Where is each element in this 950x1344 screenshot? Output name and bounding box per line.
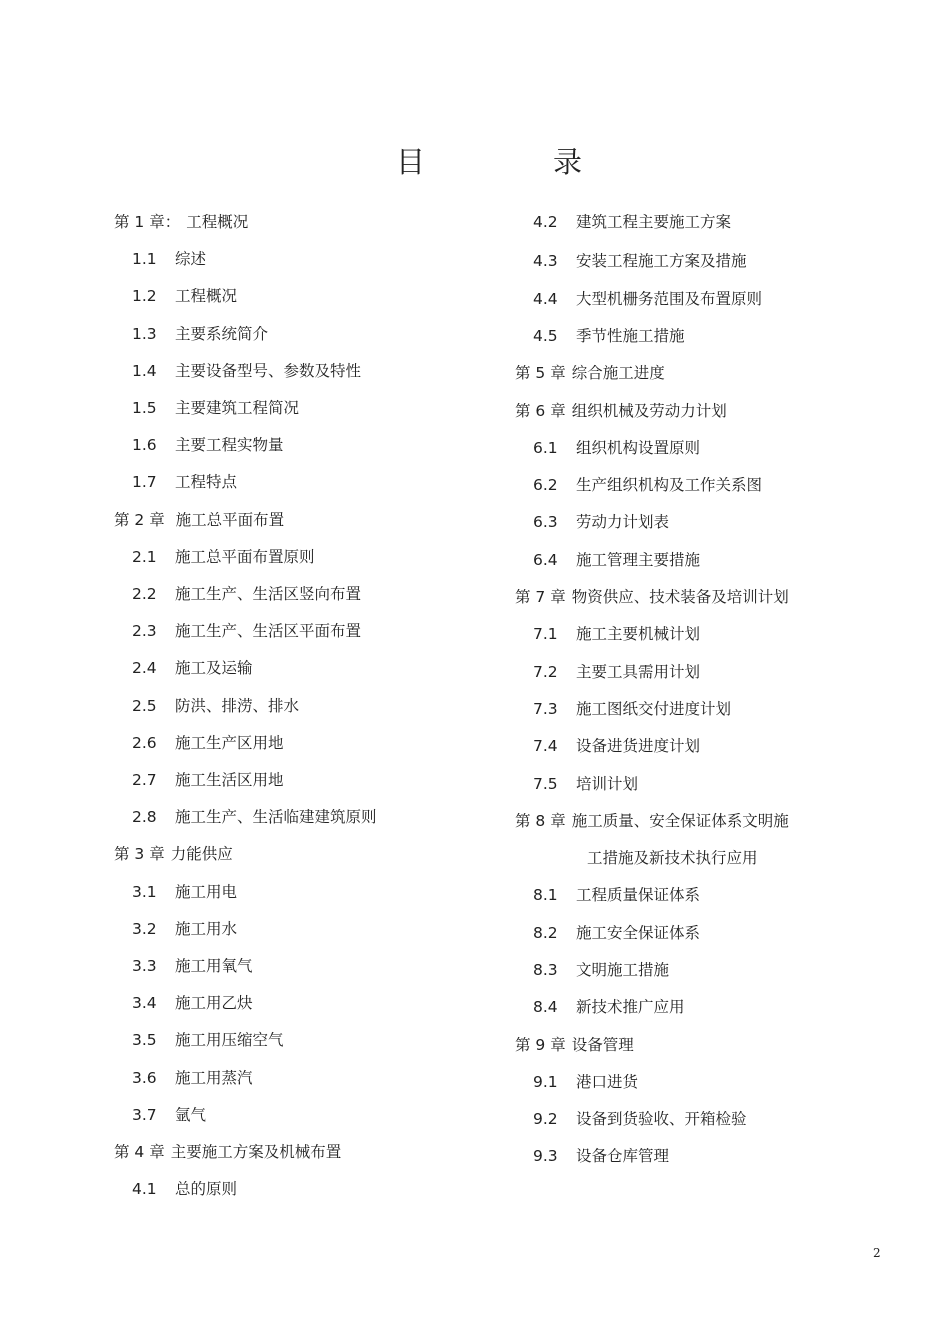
toc-entry-title: 施工生产区用地: [175, 734, 284, 752]
toc-entry-title: 设备进货进度计划: [576, 737, 701, 755]
toc-entry-number: 第 8 章: [515, 812, 566, 830]
toc-entry-title: 总的原则: [175, 1180, 238, 1198]
toc-entry-title: 施工用蒸汽: [175, 1069, 253, 1087]
toc-entry-title: 施工及运输: [175, 659, 253, 677]
title-char-1: 目: [396, 145, 426, 179]
toc-entry-number: 2.6: [132, 734, 157, 752]
toc-entry-number: 第 4 章: [114, 1143, 165, 1161]
toc-entry-title: 施工图纸交付进度计划: [576, 700, 732, 718]
toc-entry-number: 3.1: [132, 883, 157, 901]
toc-entry-number: 1.7: [132, 473, 157, 491]
toc-entry-title: 综述: [175, 250, 207, 268]
toc-entry-number: 4.5: [533, 327, 558, 345]
toc-entry-number: 1.3: [132, 325, 157, 343]
toc-entry-number: 1.1: [132, 250, 157, 268]
toc-entry-title: 施工生产、生活区竖向布置: [175, 585, 362, 603]
toc-entry-title: 设备管理: [571, 1036, 634, 1054]
toc-entry-title: 设备到货验收、开箱检验: [576, 1110, 747, 1128]
toc-entry-title: 主要施工方案及机械布置: [170, 1143, 342, 1161]
toc-entry-number: 8.4: [533, 998, 558, 1016]
toc-entry-number: 8.2: [533, 924, 558, 942]
toc-entry-number: 3.5: [132, 1031, 157, 1049]
toc-entry-number: 第 3 章: [114, 845, 165, 863]
toc-entry-number: 8.1: [533, 886, 558, 904]
toc-chapter-entry[interactable]: [114, 508, 284, 532]
toc-entry-title: 培训计划: [576, 775, 639, 793]
toc-entry-number: 6.2: [533, 476, 558, 494]
toc-entry-number: 2.4: [132, 659, 157, 677]
toc-entry-title: 施工生产、生活临建建筑原则: [175, 808, 377, 826]
toc-entry-title: 工措施及新技术执行应用: [587, 849, 758, 867]
toc-entry-title: 新技术推广应用: [576, 998, 685, 1016]
toc-entry-number: 7.2: [533, 663, 558, 681]
page-title: [0, 140, 950, 180]
toc-entry-title: 施工生产、生活区平面布置: [175, 622, 362, 640]
toc-entry-number: 3.7: [132, 1106, 157, 1124]
toc-entry-number: 4.4: [533, 290, 558, 308]
toc-entry-title: 季节性施工措施: [576, 327, 685, 345]
toc-entry-title: 生产组织机构及工作关系图: [576, 476, 763, 494]
toc-entry-title: 组织机构设置原则: [576, 439, 701, 457]
toc-entry-number: 6.1: [533, 439, 558, 457]
toc-entry-title: 力能供应: [170, 845, 233, 863]
toc-entry-title: 物资供应、技术装备及培训计划: [571, 588, 789, 606]
toc-entry-title: 工程概况: [186, 213, 249, 231]
toc-chapter-entry[interactable]: [515, 1033, 634, 1057]
toc-entry-number: 9.1: [533, 1073, 558, 1091]
toc-entry-title: 综合施工进度: [571, 364, 665, 382]
toc-entry-number: 1.6: [132, 436, 157, 454]
toc-entry-number: 第 6 章: [515, 402, 566, 420]
toc-entry-number: 2.8: [132, 808, 157, 826]
toc-entry-number: 2.3: [132, 622, 157, 640]
toc-entry-title: 施工管理主要措施: [576, 551, 701, 569]
toc-entry-title: 施工质量、安全保证体系文明施: [571, 812, 789, 830]
toc-entry-title: 工程特点: [175, 473, 238, 491]
toc-entry-title: 施工用水: [175, 920, 238, 938]
toc-entry-number: 3.2: [132, 920, 157, 938]
toc-chapter-entry[interactable]: [114, 1140, 341, 1164]
toc-entry-title: 工程质量保证体系: [576, 886, 701, 904]
toc-entry-title: 施工安全保证体系: [576, 924, 701, 942]
toc-chapter-entry[interactable]: [515, 361, 665, 385]
toc-entry-title: 主要工具需用计划: [576, 663, 701, 681]
toc-entry-title: 组织机械及劳动力计划: [571, 402, 727, 420]
toc-entry-title: 文明施工措施: [576, 961, 670, 979]
toc-entry-title: 主要设备型号、参数及特性: [175, 362, 362, 380]
toc-entry-number: 8.3: [533, 961, 558, 979]
toc-entry-title: 设备仓库管理: [576, 1147, 670, 1165]
toc-entry-number: 7.5: [533, 775, 558, 793]
toc-entry-number: 7.3: [533, 700, 558, 718]
toc-entry-number: 9.2: [533, 1110, 558, 1128]
toc-entry-title: 建筑工程主要施工方案: [576, 213, 732, 231]
toc-entry-title: 施工主要机械计划: [576, 625, 701, 643]
toc-chapter-entry[interactable]: [515, 399, 727, 423]
toc-entry-title: 主要建筑工程简况: [175, 399, 300, 417]
toc-entry-number: 3.3: [132, 957, 157, 975]
toc-entry-title: 施工用压缩空气: [175, 1031, 284, 1049]
toc-entry-number: 3.4: [132, 994, 157, 1012]
toc-entry-number: 6.3: [533, 513, 558, 531]
toc-entry-number: 2.2: [132, 585, 157, 603]
toc-entry-number: 4.2: [533, 213, 558, 231]
toc-entry-number: 第 1 章：: [114, 213, 181, 231]
toc-entry-title: 施工用乙炔: [175, 994, 253, 1012]
toc-entry-number: 9.3: [533, 1147, 558, 1165]
toc-chapter-entry[interactable]: [114, 842, 233, 866]
toc-entry-title: 大型机栅务范围及布置原则: [576, 290, 763, 308]
toc-entry-title: 劳动力计划表: [576, 513, 670, 531]
toc-entry-title: 施工用氧气: [175, 957, 253, 975]
toc-entry-number: 2.5: [132, 697, 157, 715]
toc-entry-title: 防洪、排涝、排水: [175, 697, 300, 715]
toc-entry-title: 港口进货: [576, 1073, 639, 1091]
toc-entry-title: 氩气: [175, 1106, 207, 1124]
toc-entry-number: 1.5: [132, 399, 157, 417]
toc-entry-number: 第 9 章: [515, 1036, 566, 1054]
toc-entry-number: 3.6: [132, 1069, 157, 1087]
toc-entry-title: 施工生活区用地: [175, 771, 284, 789]
toc-entry-number: 第 7 章: [515, 588, 566, 606]
toc-entry-number: 4.3: [533, 252, 558, 270]
toc-entry-number: 1.4: [132, 362, 157, 380]
toc-entry-number: 7.4: [533, 737, 558, 755]
toc-entry-title: 施工用电: [175, 883, 238, 901]
toc-entry-title: 施工总平面布置原则: [175, 548, 315, 566]
toc-chapter-entry[interactable]: [114, 210, 248, 234]
toc-entry-title: 主要系统简介: [175, 325, 269, 343]
toc-chapter-entry[interactable]: [515, 809, 789, 833]
toc-entry-number: 1.2: [132, 287, 157, 305]
toc-entry-title: 工程概况: [175, 287, 238, 305]
toc-entry-title: 主要工程实物量: [175, 436, 284, 454]
toc-entry-number: 2.1: [132, 548, 157, 566]
page-number: 2: [873, 1246, 881, 1260]
toc-entry-number: 7.1: [533, 625, 558, 643]
toc-entry-title: 施工总平面布置: [170, 511, 285, 529]
toc-entry-number: 第 5 章: [515, 364, 566, 382]
toc-entry-number: 4.1: [132, 1180, 157, 1198]
toc-entry-number: 6.4: [533, 551, 558, 569]
toc-chapter-entry[interactable]: [515, 585, 789, 609]
toc-entry-number: 2.7: [132, 771, 157, 789]
toc-entry-number: 第 2 章: [114, 511, 165, 529]
toc-entry-title: 安装工程施工方案及措施: [576, 252, 747, 270]
title-char-2: 录: [553, 145, 583, 179]
